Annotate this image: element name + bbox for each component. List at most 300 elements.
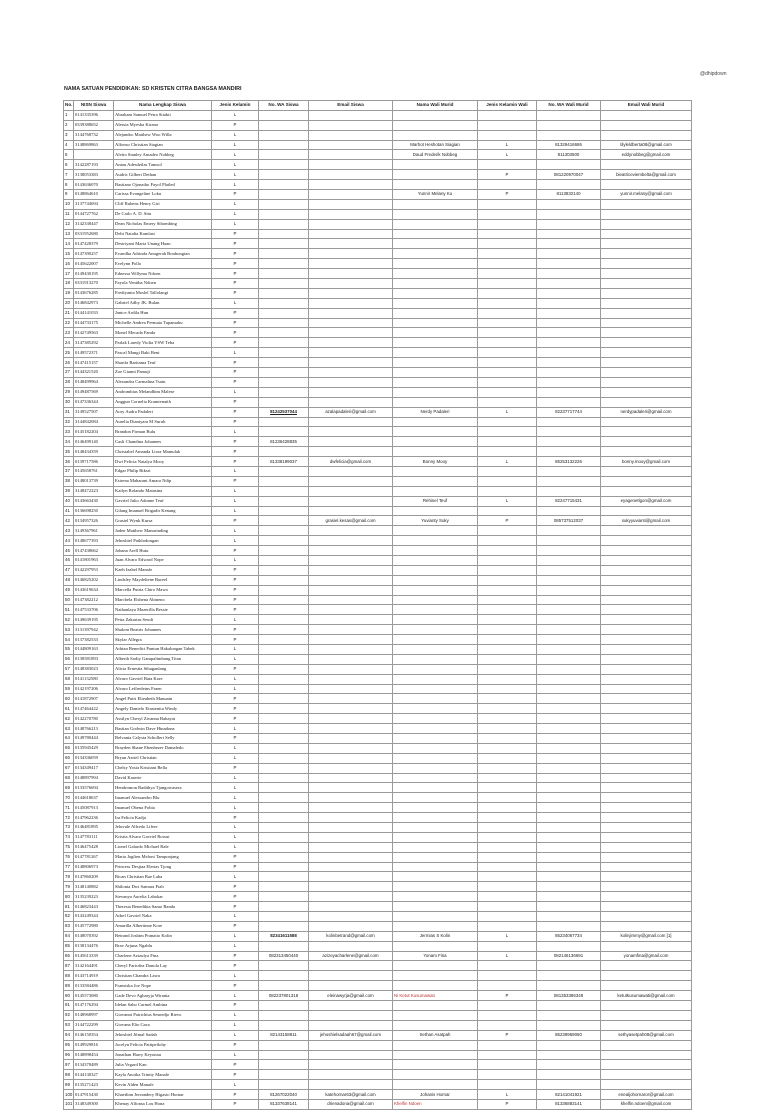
cell-name: Aory Audra Padaleri (114, 407, 212, 417)
cell-guardian: Bonny Mooy (393, 457, 478, 467)
cell-wemail (601, 180, 692, 190)
cell-gender: L (212, 654, 259, 664)
cell-email (309, 397, 393, 407)
cell-email (309, 259, 393, 269)
cell-wgender: P (478, 170, 537, 180)
cell-nisn: 0146499140 (74, 437, 114, 447)
cell-wgender (478, 506, 537, 516)
cell-email (309, 783, 393, 793)
cell-nisn: 0142197206 (74, 684, 114, 694)
cell-wa (259, 1080, 309, 1090)
cell-wa (259, 516, 309, 526)
cell-guardian: Yuvianty Suky (393, 516, 478, 526)
cell-nisn: 3138053383 (74, 170, 114, 180)
table-row (64, 387, 692, 397)
cell-nisn: 0147390257 (74, 249, 114, 259)
cell-wa (259, 546, 309, 556)
cell-name: Adsel Gavriel Naka (114, 912, 212, 922)
cell-nisn: 0149929816 (74, 1040, 114, 1050)
cell-email (309, 664, 393, 674)
cell-wwa (537, 1010, 601, 1020)
cell-wgender (478, 160, 537, 170)
cell-wa (259, 318, 309, 328)
cell-wemail (601, 239, 692, 249)
cell-wwa (537, 397, 601, 407)
cell-email (309, 714, 393, 724)
cell-gender: P (212, 902, 259, 912)
cell-wa (259, 180, 309, 190)
table-row (64, 872, 692, 882)
cell-guardian (393, 447, 478, 457)
cell-wwa (537, 259, 601, 269)
cell-gender: P (212, 318, 259, 328)
cell-wemail (601, 941, 692, 951)
cell-gender: P (212, 635, 259, 645)
cell-name: David Kaserie (114, 773, 212, 783)
cell-email (309, 486, 393, 496)
cell-no: 98 (64, 1070, 74, 1080)
cell-wa (259, 862, 309, 872)
cell-wgender (478, 763, 537, 773)
table-row (64, 753, 692, 763)
cell-wwa (537, 872, 601, 882)
cell-nisn: 0138134476 (74, 941, 114, 951)
cell-no: 21 (64, 308, 74, 318)
cell-gender: P (212, 308, 259, 318)
table-row (64, 358, 692, 368)
cell-name: Imanuel Alessandro Blu (114, 793, 212, 803)
cell-nisn: 0147915430 (74, 1090, 114, 1100)
cell-wgender: L (478, 496, 537, 506)
cell-no: 83 (64, 921, 74, 931)
table-row (64, 377, 692, 387)
cell-email (309, 526, 393, 536)
cell-wgender (478, 635, 537, 645)
table-row (64, 397, 692, 407)
table-row (64, 348, 692, 358)
cell-email (309, 199, 393, 209)
cell-guardian (393, 625, 478, 635)
cell-no: 65 (64, 743, 74, 753)
cell-wa (259, 506, 309, 516)
cell-email (309, 902, 393, 912)
cell-nisn: 0142297953 (74, 565, 114, 575)
cell-wemail (601, 902, 692, 912)
cell-gender: P (212, 951, 259, 961)
cell-wa (259, 358, 309, 368)
cell-name: Kristia Alvaro Gavriel Rorsui (114, 832, 212, 842)
cell-wgender (478, 130, 537, 140)
cell-wa: 81338199037 (259, 457, 309, 467)
cell-gender: L (212, 1020, 259, 1030)
cell-gender: L (212, 180, 259, 190)
cell-guardian (393, 427, 478, 437)
cell-wa (259, 724, 309, 734)
cell-gender: P (212, 961, 259, 971)
cell-guardian (393, 585, 478, 595)
cell-wemail (601, 1070, 692, 1080)
cell-wemail: ketutkusumawati@gmail.com (601, 991, 692, 1001)
cell-guardian (393, 694, 478, 704)
cell-wgender: P (478, 1030, 537, 1040)
cell-wa (259, 813, 309, 823)
cell-wwa (537, 664, 601, 674)
cell-wgender (478, 961, 537, 971)
cell-name: Angel Putri Elizabeth Manuain (114, 694, 212, 704)
cell-guardian (393, 536, 478, 546)
cell-wwa (537, 941, 601, 951)
cell-name: Giovana Elio Gora (114, 1020, 212, 1030)
cell-wa (259, 832, 309, 842)
cell-wwa (537, 249, 601, 259)
cell-nisn: 3131397942 (74, 625, 114, 635)
col-header-email: Email Siswa (309, 101, 393, 111)
cell-no: 14 (64, 239, 74, 249)
cell-wa (259, 734, 309, 744)
cell-name: Chelsy Yosia Kristiani Bella (114, 763, 212, 773)
cell-wwa (537, 209, 601, 219)
cell-wa (259, 259, 309, 269)
table-row (64, 724, 692, 734)
cell-gender: L (212, 110, 259, 120)
cell-name: Johana Arell Hutu (114, 546, 212, 556)
cell-email (309, 496, 393, 506)
cell-gender: L (212, 219, 259, 229)
cell-wa: 81242537044 (259, 407, 309, 417)
cell-name: Giovanni Patrichius Sesnedjo Rievo (114, 1010, 212, 1020)
cell-wa (259, 704, 309, 714)
table-row (64, 1050, 692, 1060)
cell-email (309, 555, 393, 565)
cell-wa (259, 981, 309, 991)
cell-gender: L (212, 724, 259, 734)
cell-email (309, 1060, 393, 1070)
cell-guardian (393, 852, 478, 862)
cell-nisn: 0144141033 (74, 308, 114, 318)
cell-wgender (478, 664, 537, 674)
cell-wemail (601, 318, 692, 328)
cell-no: 71 (64, 803, 74, 813)
cell-email (309, 120, 393, 130)
cell-nisn: 3142338447 (74, 219, 114, 229)
cell-name: Charlene Azizulya Fina (114, 951, 212, 961)
cell-guardian (393, 793, 478, 803)
cell-wemail (601, 219, 692, 229)
cell-wwa (537, 358, 601, 368)
cell-name: Sharifa Baritama Teuf (114, 358, 212, 368)
cell-nisn: 0141872907 (74, 694, 114, 704)
cell-wa (259, 486, 309, 496)
cell-name: Jocelyn Felicia Pattipeilohy (114, 1040, 212, 1050)
cell-wemail: bonny.mooy@gmail.com (601, 457, 692, 467)
cell-wwa: 085737512037 (537, 516, 601, 526)
table-row (64, 457, 692, 467)
table-row (64, 259, 692, 269)
cell-name: Ednessa Willyma Ndoen (114, 269, 212, 279)
cell-email: grasiel.kesas@gmail.com (309, 516, 393, 526)
cell-wa (259, 417, 309, 427)
cell-nisn: 3149527507 (74, 407, 114, 417)
cell-email (309, 160, 393, 170)
cell-wemail (601, 348, 692, 358)
cell-wgender (478, 654, 537, 664)
cell-email: dwfelicia@gmail.com (309, 457, 393, 467)
cell-wemail: nerdypadaleri@gmail.com (601, 407, 692, 417)
cell-nisn: 0148897994 (74, 773, 114, 783)
cell-name: Fayola Venitha Ndoen (114, 279, 212, 289)
cell-email (309, 941, 393, 951)
cell-email (309, 585, 393, 595)
cell-guardian (393, 714, 478, 724)
cell-wa: 81337638141 (259, 1099, 309, 1109)
table-row (64, 407, 692, 417)
cell-gender: P (212, 190, 259, 200)
cell-wemail (601, 288, 692, 298)
cell-wemail (601, 466, 692, 476)
cell-wemail (601, 575, 692, 585)
cell-email (309, 437, 393, 447)
cell-wa (259, 1040, 309, 1050)
cell-name: Adrian Benedict Pantun Hakalongan Tabek (114, 644, 212, 654)
cell-guardian (393, 912, 478, 922)
cell-wemail (601, 565, 692, 575)
cell-wgender: L (478, 140, 537, 150)
cell-email (309, 872, 393, 882)
cell-wa (259, 298, 309, 308)
cell-wgender (478, 892, 537, 902)
cell-wemail (601, 793, 692, 803)
cell-wgender (478, 536, 537, 546)
cell-wwa (537, 229, 601, 239)
cell-name: Shalom Beatris Johannes (114, 625, 212, 635)
cell-nisn: 0144618637 (74, 793, 114, 803)
cell-wa (259, 1020, 309, 1030)
cell-wa (259, 120, 309, 130)
cell-no: 99 (64, 1080, 74, 1090)
cell-email (309, 595, 393, 605)
cell-email (309, 852, 393, 862)
cell-guardian: Jermias S Kolin (393, 931, 478, 941)
cell-email (309, 882, 393, 892)
cell-wgender (478, 734, 537, 744)
cell-guardian (393, 110, 478, 120)
cell-wwa (537, 239, 601, 249)
cell-wemail (601, 1040, 692, 1050)
cell-wgender (478, 180, 537, 190)
cell-gender: P (212, 734, 259, 744)
cell-wemail (601, 447, 692, 457)
cell-gender: L (212, 743, 259, 753)
cell-guardian (393, 635, 478, 645)
cell-name: Evelynn Pollo (114, 259, 212, 269)
cell-wemail (601, 724, 692, 734)
cell-guardian (393, 348, 478, 358)
table-row (64, 664, 692, 674)
cell-wa (259, 150, 309, 160)
cell-wa (259, 536, 309, 546)
cell-wwa (537, 813, 601, 823)
cell-wemail: tilyleldberta08@gmail.com (601, 140, 692, 150)
cell-email (309, 971, 393, 981)
cell-nisn: 3142164491 (74, 961, 114, 971)
cell-email (309, 358, 393, 368)
cell-wemail (601, 160, 692, 170)
cell-name: Hendromon Radithya Tjangowasera (114, 783, 212, 793)
cell-no: 9 (64, 190, 74, 200)
cell-wa (259, 555, 309, 565)
cell-gender: P (212, 763, 259, 773)
cell-gender: P (212, 921, 259, 931)
cell-guardian (393, 526, 478, 536)
cell-guardian (393, 971, 478, 981)
cell-nisn: 0149430195 (74, 269, 114, 279)
cell-nisn: 0143714919 (74, 971, 114, 981)
cell-no: 63 (64, 724, 74, 734)
cell-gender: P (212, 239, 259, 249)
cell-guardian (393, 1001, 478, 1011)
table-row (64, 140, 692, 150)
cell-wwa (537, 753, 601, 763)
cell-wemail (601, 427, 692, 437)
cell-wa (259, 1010, 309, 1020)
cell-name: Bastian Godwin Dave Hinadona (114, 724, 212, 734)
cell-no: 6 (64, 160, 74, 170)
cell-wgender (478, 941, 537, 951)
cell-nisn: 3149367961 (74, 526, 114, 536)
cell-wemail: kolinjimmy@gmail.com [1] (601, 931, 692, 941)
cell-wemail (601, 635, 692, 645)
cell-no: 1 (64, 110, 74, 120)
cell-wemail (601, 734, 692, 744)
table-row (64, 585, 692, 595)
cell-wwa (537, 783, 601, 793)
cell-no: 88 (64, 971, 74, 981)
cell-gender: P (212, 1070, 259, 1080)
cell-name: Maria Jagfien Meloni Tamponjang (114, 852, 212, 862)
cell-wwa (537, 338, 601, 348)
cell-nisn: 0148499964 (74, 377, 114, 387)
cell-wa (259, 783, 309, 793)
table-row (64, 882, 692, 892)
cell-name: Evandha Adrinda Anugerah Bonbongian (114, 249, 212, 259)
cell-wa (259, 209, 309, 219)
table-row (64, 912, 692, 922)
cell-wemail (601, 743, 692, 753)
cell-wgender (478, 575, 537, 585)
cell-name: Parlak Laredy Violia YSW Teba (114, 338, 212, 348)
cell-wemail (601, 753, 692, 763)
cell-email (309, 565, 393, 575)
cell-name: Juan Alvaro Edward Nope (114, 555, 212, 565)
cell-wgender (478, 684, 537, 694)
cell-email: kolinbetrand@gmail.com (309, 931, 393, 941)
cell-name: Julia Vegard Kan (114, 1060, 212, 1070)
cell-guardian (393, 803, 478, 813)
cell-wwa (537, 961, 601, 971)
cell-gender: P (212, 813, 259, 823)
cell-email (309, 753, 393, 763)
cell-name: Dean Nicholas Emery Sihombing (114, 219, 212, 229)
cell-gender: P (212, 457, 259, 467)
cell-wemail (601, 704, 692, 714)
cell-name: Jehoshiel Jilmal Sadah (114, 1030, 212, 1040)
cell-guardian (393, 842, 478, 852)
cell-wemail: sukyyuvianti@gmail.com (601, 516, 692, 526)
cell-email (309, 229, 393, 239)
cell-wwa (537, 882, 601, 892)
cell-name: Fransiska Joe Nope (114, 981, 212, 991)
cell-no: 75 (64, 842, 74, 852)
cell-name: Alessia Myesha Kirana (114, 120, 212, 130)
table-row (64, 269, 692, 279)
table-row (64, 536, 692, 546)
cell-wwa (537, 565, 601, 575)
cell-email: azizeyacharlene@gmail.com (309, 951, 393, 961)
cell-wa (259, 823, 309, 833)
cell-wemail: enealjohornaror@gmail.com (601, 1090, 692, 1100)
cell-wemail (601, 486, 692, 496)
cell-gender: P (212, 546, 259, 556)
cell-wgender (478, 803, 537, 813)
cell-guardian (393, 338, 478, 348)
cell-no: 50 (64, 595, 74, 605)
cell-wgender (478, 981, 537, 991)
cell-guardian (393, 773, 478, 783)
cell-nisn: 0149639195 (74, 615, 114, 625)
cell-wgender (478, 921, 537, 931)
cell-wgender (478, 694, 537, 704)
cell-wa (259, 377, 309, 387)
cell-wwa (537, 1080, 601, 1090)
cell-name: Theresia Benedikta Samo Randa (114, 902, 212, 912)
table-row (64, 298, 692, 308)
cell-name: Janice Ardila Hun (114, 308, 212, 318)
cell-gender: P (212, 368, 259, 378)
table-row (64, 437, 692, 447)
cell-wwa (537, 160, 601, 170)
cell-no: 17 (64, 269, 74, 279)
cell-wgender (478, 813, 537, 823)
cell-no: 81 (64, 902, 74, 912)
cell-gender: L (212, 1010, 259, 1020)
cell-nisn: 0146823443 (74, 902, 114, 912)
cell-gender: P (212, 1090, 259, 1100)
cell-gender: L (212, 150, 259, 160)
cell-email (309, 1010, 393, 1020)
cell-wa (259, 912, 309, 922)
cell-wemail (601, 921, 692, 931)
cell-no: 100 (64, 1090, 74, 1100)
cell-email: drienadona@gmail.com (309, 1099, 393, 1109)
cell-wemail (601, 338, 692, 348)
cell-wa: 082313450440 (259, 951, 309, 961)
cell-gender: L (212, 753, 259, 763)
cell-nisn: 0147382212 (74, 595, 114, 605)
cell-email (309, 704, 393, 714)
cell-gender: L (212, 991, 259, 1001)
cell-wa (259, 526, 309, 536)
cell-wemail (601, 249, 692, 259)
cell-name: Antau Adesdzilas Tamsol (114, 160, 212, 170)
cell-gender: P (212, 1099, 259, 1109)
cell-gender: L (212, 536, 259, 546)
cell-gender: L (212, 1050, 259, 1060)
cell-guardian (393, 892, 478, 902)
cell-wwa (537, 348, 601, 358)
cell-wa (259, 961, 309, 971)
cell-email (309, 417, 393, 427)
table-row (64, 1099, 692, 1109)
